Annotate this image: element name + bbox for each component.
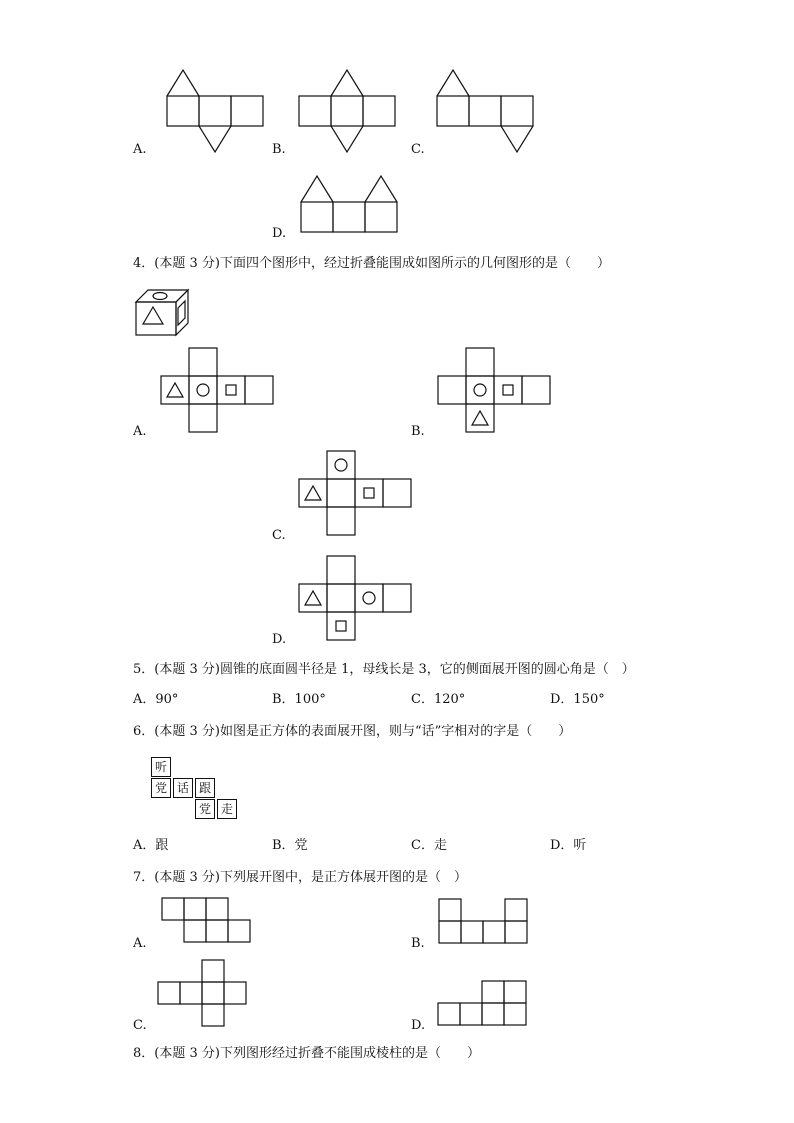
q7-c-net [158, 960, 246, 1026]
q5-stem: 5．(本题 3 分)圆锥的底面圆半径是 1，母线长是 3，它的侧面展开图的圆心角是（ ） [133, 662, 635, 677]
q6-net-cell: 听 [151, 757, 171, 777]
q6-net-cell: 党 [151, 778, 171, 798]
q4-option-d-label[interactable]: D. [272, 632, 287, 647]
q4-reference-cube [136, 290, 188, 335]
q3-c-net [437, 70, 533, 152]
q6-option-b[interactable]: B．党 [272, 838, 308, 853]
q4-option-c-label[interactable]: C. [272, 528, 286, 543]
q4-option-a-label[interactable]: A. [133, 424, 147, 439]
q7-option-c-label[interactable]: C. [133, 1018, 147, 1033]
q4-stem: 4．(本题 3 分)下面四个图形中，经过折叠能围成如图所示的几何图形的是（ ） [133, 256, 610, 271]
q7-option-a-label[interactable]: A. [133, 936, 147, 951]
q6-option-c[interactable]: C．走 [411, 838, 447, 853]
q5-option-b[interactable]: B．100° [272, 692, 326, 707]
q6-net-cell: 党 [195, 799, 215, 819]
q3-option-d-label[interactable]: D. [272, 226, 287, 241]
q6-stem: 6．(本题 3 分)如图是正方体的表面展开图，则与“话”字相对的字是（ ） [133, 724, 572, 739]
q6-option-d[interactable]: D．听 [550, 838, 587, 853]
q3-option-b-label[interactable]: B. [272, 142, 286, 157]
q6-option-a[interactable]: A．跟 [133, 838, 169, 853]
q7-b-net [439, 899, 527, 943]
q7-stem: 7．(本题 3 分)下列展开图中，是正方体展开图的是（ ） [133, 870, 467, 885]
q4-d-net [299, 556, 411, 640]
q7-d-net [438, 981, 526, 1025]
q4-c-net [299, 451, 411, 535]
q4-option-b-label[interactable]: B. [411, 424, 425, 439]
q3-d-net [301, 176, 397, 232]
q3-option-c-label[interactable]: C. [411, 142, 425, 157]
q3-a-net [167, 70, 263, 152]
q4-b-net [438, 348, 550, 432]
q5-option-a[interactable]: A．90° [133, 692, 179, 707]
q3-b-net [299, 70, 395, 152]
q6-net-cell: 走 [217, 799, 237, 819]
q7-a-net [162, 898, 250, 942]
q6-net-cell: 话 [173, 778, 193, 798]
q6-net-cell: 跟 [195, 778, 215, 798]
q8-stem: 8．(本题 3 分)下列图形经过折叠不能围成棱柱的是（ ） [133, 1046, 480, 1061]
q5-option-c[interactable]: C．120° [411, 692, 466, 707]
q7-option-b-label[interactable]: B. [411, 936, 425, 951]
q7-option-d-label[interactable]: D. [411, 1018, 426, 1033]
q5-option-d[interactable]: D．150° [550, 692, 605, 707]
q3-option-a-label[interactable]: A. [133, 142, 147, 157]
q4-a-net [161, 348, 273, 432]
